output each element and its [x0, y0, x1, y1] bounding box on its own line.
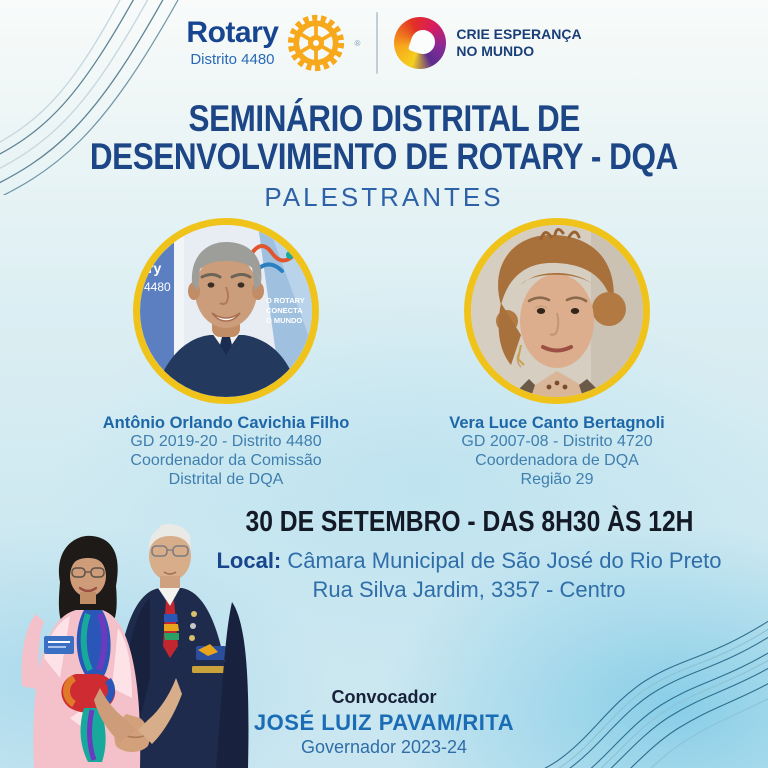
svg-text:O ROTARY: O ROTARY	[266, 296, 305, 305]
event-location	[170, 547, 768, 604]
convener-name: JOSÉ LUIZ PAVAM/RITA	[253, 709, 515, 735]
speaker-detail-line: GD 2007-08 - Distrito 4720	[461, 433, 653, 450]
location-label: Local:	[216, 548, 282, 573]
district-label: Distrito 4480	[190, 51, 275, 68]
convener-block	[0, 686, 768, 759]
speaker-detail-line: Coordenador da Comissão	[130, 451, 322, 469]
speaker-vera	[407, 218, 707, 490]
header	[0, 12, 768, 74]
event-info	[170, 506, 768, 604]
svg-text:4480: 4480	[144, 280, 171, 294]
event-date: 30 DE SETEMBRO - DAS 8H30 ÀS 12H	[245, 506, 693, 538]
theme-line2: NO MUNDO	[456, 43, 535, 59]
convener-role: Governador 2023-24	[300, 737, 468, 757]
rotary-logo	[186, 13, 360, 73]
page-title	[0, 100, 768, 177]
location-line1: Câmara Municipal de São José do Rio Preto	[287, 548, 722, 573]
header-divider	[376, 12, 378, 74]
speaker-vera-photo	[464, 218, 650, 404]
rotary-wheel-icon	[286, 13, 346, 73]
speaker-detail-line: Região 29	[520, 470, 594, 488]
speaker-detail-line: GD 2019-20 - Distrito 4480	[130, 433, 322, 450]
title-line1: SEMINÁRIO DISTRITAL DE	[188, 98, 580, 139]
speaker-antonio	[61, 218, 391, 490]
theme-line1: CRIE ESPERANÇA	[456, 26, 582, 43]
speaker-antonio-photo	[133, 218, 319, 404]
svg-text:O MUNDO: O MUNDO	[266, 316, 303, 325]
speaker-detail-line: Distrital de DQA	[168, 470, 284, 488]
rotary-wordmark: Rotary	[186, 16, 279, 49]
theme-logo	[394, 17, 581, 69]
create-hope-swirl-icon	[394, 17, 446, 69]
speakers-section-label: PALESTRANTES	[264, 182, 504, 212]
title-line2: DESENVOLVIMENTO DE ROTARY - DQA	[90, 136, 678, 178]
registered-trademark: ®	[354, 38, 361, 48]
speaker-detail-line: Coordenadora de DQA	[475, 451, 639, 469]
svg-text:ry: ry	[148, 260, 162, 276]
speaker-name: Vera Luce Canto Bertagnoli	[449, 414, 665, 432]
convener-label: Convocador	[331, 687, 437, 707]
speakers-row	[0, 218, 768, 490]
location-line2: Rua Silva Jardim, 3357 - Centro	[312, 576, 626, 602]
speaker-name: Antônio Orlando Cavichia Filho	[102, 414, 350, 432]
svg-text:CONECTA: CONECTA	[266, 306, 303, 315]
